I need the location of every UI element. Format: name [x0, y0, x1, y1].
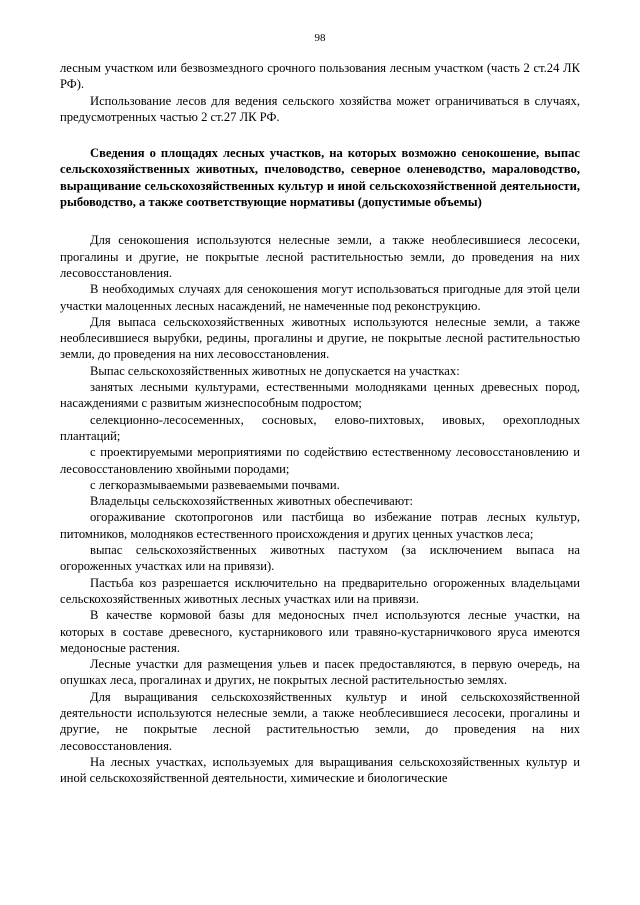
paragraph-bees: В качестве кормовой базы для медоносных пчел используются лесные участки, на которых в составе древесного, кустарникового или травяно-кустарничкового яруса имеются медоносные растения.	[60, 608, 580, 655]
document-body	[60, 60, 580, 786]
section-heading: Сведения о площадях лесных участков, на которых возможно сенокошение, выпас сельскохозяйственных животных, пчеловодство, северное оленеводство, мараловодство, выращивание сельскохозяйственных культур и иной сельскохозяйственной деятельности, рыбоводство, а также соответствующие нормативы (допустимые объемы)	[60, 146, 580, 210]
paragraph-owners-duties: Владельцы сельскохозяйственных животных обеспечивают:	[90, 494, 413, 509]
paragraph-grazing-lands: Для выпаса сельскохозяйственных животных используются нелесные земли, а также необлесившиеся вырубки, редины, прогалины и другие, не покрытые лесной растительностью земли, до проведения на них лесовосстановления.	[60, 314, 580, 362]
list-item: селекционно-лесосеменных, сосновых, елово-пихтовых, ивовых, орехоплодных плантаций;	[60, 412, 580, 443]
paragraph-grazing-prohibited: Выпас сельскохозяйственных животных не допускается на участках:	[90, 363, 460, 378]
list-item: с проектируемыми мероприятиями по содействию естественному лесовосстановлению и лесовосстановлению хвойными породами;	[60, 445, 580, 476]
paragraph-chemicals: На лесных участках, используемых для выращивания сельскохозяйственных культур и иной сельскохозяйственной деятельности, химические и биологические	[60, 754, 580, 786]
paragraph-crops: Для выращивания сельскохозяйственных культур и иной сельскохозяйственной деятельности используются нелесные земли, а также необлесившиеся лесосеки, прогалины и другие, не покрытые лесной растительностью земли, до проведения на них лесовосстановления.	[60, 689, 580, 753]
page-number: 98	[314, 32, 326, 44]
paragraph-hay-mowing: Для сенокошения используются нелесные земли, а также необлесившиеся лесосеки, прогалины и другие, не покрытые лесной растительностью земли, до проведения на них лесовосстановления.	[60, 233, 580, 280]
list-item: с легкоразмываемыми развеваемыми почвами.	[90, 477, 340, 492]
list-item: занятых лесными культурами, естественными молодняками ценных древесных пород, насаждениями с развитым жизнеспособным подростом;	[60, 380, 580, 411]
list-item: огораживание скотопрогонов или пастбища во избежание потрав лесных культур, питомников, молодняков естественного происхождения и других ценных участков леса;	[60, 510, 580, 541]
paragraph-hay-mowing-low-value: В необходимых случаях для сенокошения могут использоваться пригодные для этой цели участки малоценных лесных насаждений, не намеченные под реконструкцию.	[60, 282, 580, 313]
paragraph-hives: Лесные участки для размещения ульев и пасек предоставляются, в первую очередь, на опушках леса, прогалинах и других, не покрытых лесной растительностью землях.	[60, 657, 580, 688]
intro-continuation: лесным участком или безвозмездного срочного пользования лесным участком (часть 2 ст.24 ЛК РФ).	[60, 61, 580, 92]
list-item: выпас сельскохозяйственных животных пастухом (за исключением выпаса на огороженных участках или на привязи).	[60, 543, 580, 574]
intro-paragraph: Использование лесов для ведения сельского хозяйства может ограничиваться в случаях, предусмотренных частью 2 ст.27 ЛК РФ.	[60, 93, 580, 124]
paragraph-goats: Пастьба коз разрешается исключительно на предварительно огороженных владельцами сельскохозяйственных животных лесных участках или на привязи.	[60, 575, 580, 606]
